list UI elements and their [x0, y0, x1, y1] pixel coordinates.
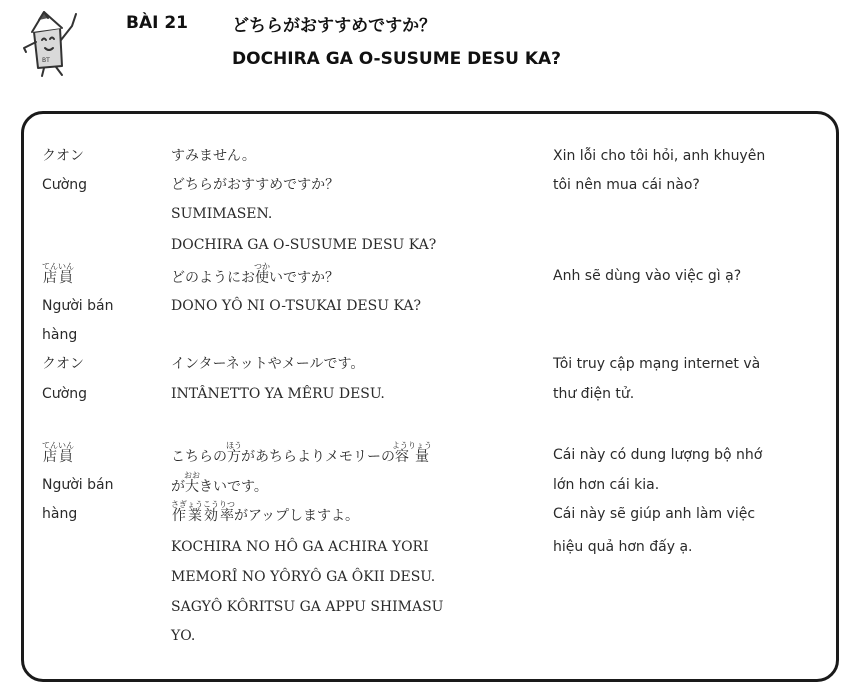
speaker-vi-clerk: Người bán [42, 298, 114, 314]
speaker-jp-clerk: 店員てんいん [42, 441, 74, 465]
speaker-jp-clerk: 店員てんいん [42, 262, 74, 286]
vietnamese-line: lớn hơn cái kia. [553, 477, 660, 493]
speaker-vi-clerk: Người bán [42, 477, 114, 493]
romaji-line: DONO YÔ NI O-TSUKAI DESU KA? [171, 298, 422, 314]
vietnamese-line: Cái này có dung lượng bộ nhớ [553, 447, 763, 463]
speaker-vi-cuong: Cường [42, 386, 87, 402]
lesson-title-romaji: DOCHIRA GA O-SUSUME DESU KA? [232, 49, 562, 69]
japanese-line: どちらがおすすめですか？ [171, 177, 340, 193]
romaji-line: KOCHIRA NO HÔ GA ACHIRA YORI [171, 539, 429, 555]
japanese-line: が大おおきいです。 [171, 471, 268, 495]
vietnamese-line: thư điện tử. [553, 386, 635, 402]
speaker-jp-cuong: クオン [42, 356, 84, 372]
japanese-line: 作業効率さぎょうこうりつがアップしますよ。 [171, 500, 360, 524]
romaji-line: SAGYÔ KÔRITSU GA APPU SHIMASU [171, 599, 444, 615]
vietnamese-line: Cái này sẽ giúp anh làm việc [553, 506, 756, 522]
speaker-jp-cuong: クオン [42, 148, 84, 164]
romaji-line: DOCHIRA GA O-SUSUME DESU KA? [171, 237, 437, 253]
vietnamese-line: Tôi truy cập mạng internet và [553, 356, 761, 372]
pencil-mascot-icon [18, 6, 88, 78]
speaker-vi-cuong: Cường [42, 177, 87, 193]
japanese-line: すみません。 [171, 148, 256, 164]
speaker-vi-clerk: hàng [42, 506, 78, 522]
japanese-line: インターネットやメールです。 [171, 356, 365, 372]
vietnamese-line: tôi nên mua cái nào? [553, 177, 700, 193]
lesson-title-japanese: どちらがおすすめですか？ [232, 16, 437, 36]
japanese-line: こちらの方ほうがあちらよりメモリーの容量ようりょう [171, 441, 432, 465]
romaji-line: MEMORÎ NO YÔRYÔ GA ÔKII DESU. [171, 569, 436, 585]
romaji-line: INTÂNETTO YA MÊRU DESU. [171, 386, 385, 402]
romaji-line: YO. [171, 628, 196, 644]
vietnamese-line: hiệu quả hơn đấy ạ. [553, 539, 693, 555]
svg-text:BT: BT [42, 57, 50, 64]
vietnamese-line: Anh sẽ dùng vào việc gì ạ? [553, 268, 742, 284]
romaji-line: SUMIMASEN. [171, 206, 273, 222]
vietnamese-line: Xin lỗi cho tôi hỏi, anh khuyên [553, 148, 766, 164]
japanese-line: どのようにお使つかいですか？ [171, 262, 339, 286]
lesson-number: BÀI 21 [126, 13, 189, 33]
speaker-vi-clerk: hàng [42, 327, 78, 343]
